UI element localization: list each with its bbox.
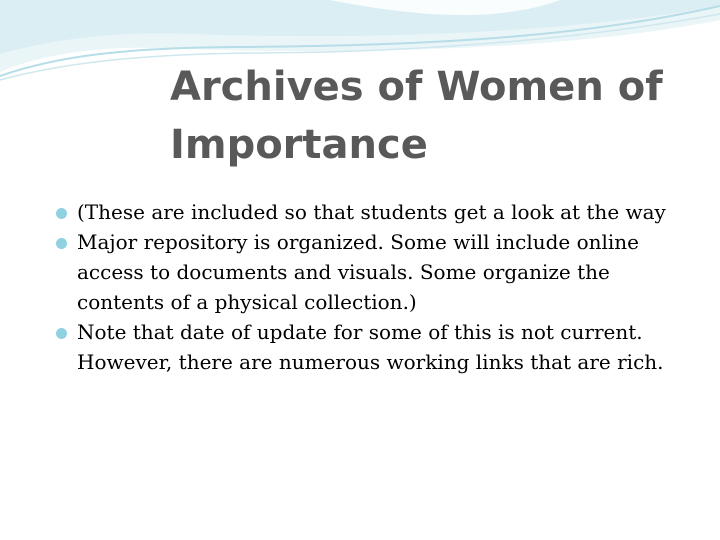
bullet-item bbox=[56, 197, 696, 227]
bullet-dot-icon bbox=[56, 208, 67, 219]
bullet-item bbox=[56, 227, 696, 317]
bullet-item bbox=[56, 317, 696, 377]
bullet-text: Major repository is organized. Some will include online access to documents and visuals. Some organize the contents of a physical collection.) bbox=[77, 230, 640, 314]
bullet-dot-icon bbox=[56, 328, 67, 339]
bullet-text: Note that date of update for some of this is not current. However, there are numerous working links that are rich. bbox=[77, 320, 664, 374]
slide-title: Archives of Women of Importance bbox=[170, 64, 663, 168]
bullet-list bbox=[56, 197, 696, 377]
bullet-text: (These are included so that students get a look at the way bbox=[77, 200, 666, 224]
bullet-dot-icon bbox=[56, 238, 67, 249]
